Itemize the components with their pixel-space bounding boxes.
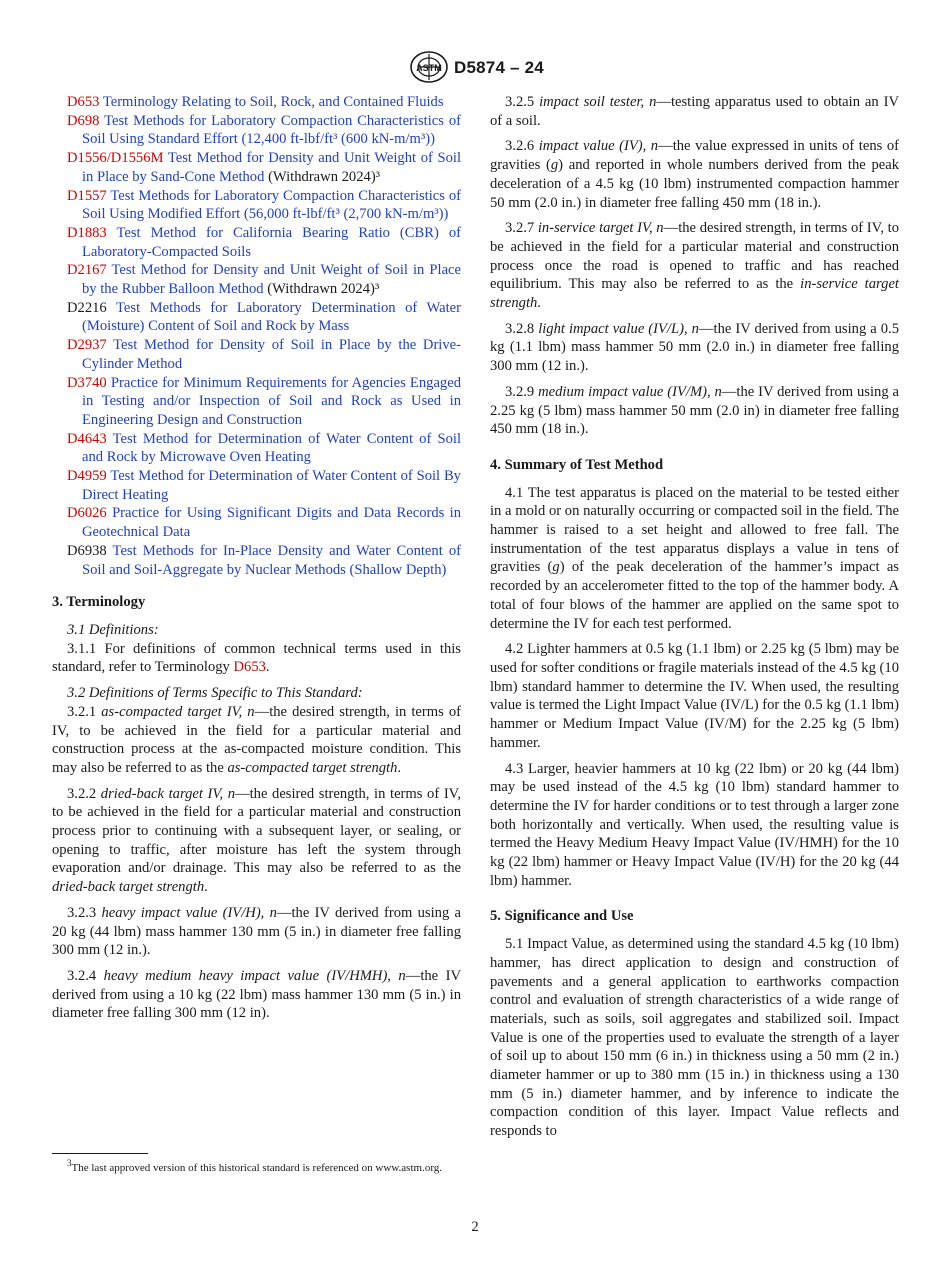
- section-heading-summary: 4. Summary of Test Method: [490, 456, 664, 473]
- reference-title-link[interactable]: Test Methods for Laboratory Determination of Water (Moisture) Content of Soil and Rock by Mass: [82, 299, 461, 335]
- para-4-2: 4.2 Lighter hammers at 0.5 kg (1.1 lbm) or 2.25 kg (5 lbm) may be used for softer conditions or fragile materials instead of the 4.5 kg (10 lbm) standard hammer to determine the IV. When used, the resulting value is termed the Light Impact Value (IV/L) for the 0.5 kg (1.1 lbm) hammer or Medium Impact Value (IV/M) for the 2.25 kg (5 lbm) hammer.: [490, 641, 899, 751]
- reference-item: [52, 93, 461, 112]
- reference-title-link[interactable]: Test Method for Determination of Water Content of Soil By Direct Heating: [82, 468, 461, 503]
- reference-withdrawn-note: (Withdrawn 2024)³: [268, 168, 381, 185]
- reference-item: [52, 374, 461, 430]
- link-d653[interactable]: D653: [233, 659, 266, 676]
- def-3-2-5: 3.2.5 impact soil tester, n—testing apparatus used to obtain an IV of a soil.: [490, 94, 899, 129]
- reference-item: [52, 261, 461, 298]
- astm-logo: [409, 50, 449, 84]
- reference-code-link[interactable]: D1556/D1556M: [67, 150, 164, 167]
- reference-title-link[interactable]: Practice for Minimum Requirements for Agencies Engaged in Testing and/or Inspection of Soil and Rock as Used in Engineering Design and Construction: [82, 374, 461, 428]
- def-3-2-1: 3.2.1 as-compacted target IV, n—the desired strength, in terms of IV, to be achieved in the field for a particular material and construction process at the as-compacted moisture condition. This may also be referred to as the as-compacted target strength.: [52, 703, 462, 776]
- reference-item: [52, 336, 461, 373]
- reference-code-link[interactable]: D3740: [67, 374, 107, 391]
- reference-code-link[interactable]: D1883: [67, 224, 107, 241]
- reference-item: [52, 187, 461, 224]
- reference-title-link[interactable]: Test Method for Determination of Water Content of Soil and Rock by Microwave Oven Heating: [82, 430, 461, 466]
- def-3-2-7: 3.2.7 in-service target IV, n—the desired strength, in terms of IV, to be achieved in the field for a particular material and construction process once the road is opened to traffic and has reached equilibrium. This may also be referred to as the in-service target strength.: [490, 220, 899, 312]
- reference-item: [52, 224, 461, 261]
- reference-item: [52, 299, 461, 336]
- reference-code-link[interactable]: D653: [67, 94, 100, 110]
- reference-title-link[interactable]: Test Method for Density and Unit Weight of Soil in Place by Sand-Cone Method: [82, 150, 462, 185]
- reference-code-link[interactable]: D1557: [67, 187, 107, 204]
- para-3-1: 3.1 Definitions:: [67, 621, 159, 638]
- page-number: 2: [471, 1219, 479, 1235]
- reference-withdrawn-note: (Withdrawn 2024)³: [267, 281, 380, 298]
- def-3-2-3: 3.2.3 heavy impact value (IV/H), n—the IV derived from using a 20 kg (44 lbm) mass hammer 130 mm (5 in.) in diameter free falling 300 mm (12 in.).: [52, 904, 461, 959]
- def-3-2-8: 3.2.8 light impact value (IV/L), n—the IV derived from using a 0.5 kg (1.1 lbm) mass hammer 50 mm (2.0 in.) in diameter free falling 300 mm (12 in.).: [490, 320, 899, 375]
- footnote-rule: [52, 1153, 148, 1154]
- reference-code-link[interactable]: D698: [67, 112, 100, 129]
- reference-title-link[interactable]: Test Methods for In-Place Density and Water Content of Soil and Soil-Aggregate by Nuclear Methods (Shallow Depth): [82, 542, 461, 578]
- section-heading-terminology: 3. Terminology: [52, 594, 146, 611]
- reference-title-link[interactable]: Test Methods for Laboratory Compaction Characteristics of Soil Using Standard Effort (12,400 ft-lbf/ft³ (600 kN-m/m³)): [82, 112, 461, 148]
- reference-code-link[interactable]: D6026: [67, 505, 107, 522]
- reference-code-link[interactable]: D2216: [67, 299, 107, 316]
- reference-title-link[interactable]: Test Method for Density of Soil in Place by the Drive-Cylinder Method: [82, 337, 461, 372]
- reference-title-link[interactable]: Test Method for California Bearing Ratio (CBR) of Laboratory-Compacted Soils: [82, 224, 461, 260]
- para-5-1: 5.1 Impact Value, as determined using the standard 4.5 kg (10 lbm) hammer, has direct application to design and construction of pavements and a general application to earthworks compaction control and evaluation of strength characteristics of a wide range of materials, such as soils, soil aggregates and stabilized soil. Impact Value is one of the properties used to evaluate the strength of a layer of soil up to about 150 mm (6 in.) in thickness using a 50 mm (2 in.) diameter hammer or up to 380 mm (15 in.) in thickness using a 130 mm (5 in.) diameter hammer, and by inference to indicate the compaction condition of this layer. Impact Value reflects and responds to: [490, 936, 899, 1140]
- reference-code-link[interactable]: D4643: [67, 430, 107, 447]
- reference-item: [52, 430, 461, 467]
- reference-item: [52, 504, 461, 541]
- standard-number: D5874 – 24: [454, 58, 544, 77]
- def-3-2-6: 3.2.6 impact value (IV), n—the value expressed in units of tens of gravities (g) and reported in whole numbers derived from the peak deceleration of a 4.5 kg (10 lbm) instrumented compaction hammer 50 mm (2.0 in.) in diameter free falling 450 mm (18 in.).: [490, 138, 899, 211]
- para-4-1: 4.1 The test apparatus is placed on the material to be tested either in a mold or on naturally occurring or compacted soil in the field. The hammer is raised to a set height and allowed to free fall. The instrumentation of the test apparatus displays a value in tens of gravities (g) of the peak deceleration of the hammer’s impact as recorded by an accelerometer fitted to the top of the hammer body. A total of four blows of the hammer are applied on the same spot to determine the IV for each test performed.: [490, 484, 899, 632]
- def-3-2-4: 3.2.4 heavy medium heavy impact value (IV/HMH), n—the IV derived from using a 10 kg (22 lbm) mass hammer 130 mm (5 in.) in diameter free falling 300 mm (12 in).: [52, 967, 461, 1022]
- svg-text:ASTM: ASTM: [416, 63, 442, 73]
- reference-code-link[interactable]: D2937: [67, 337, 107, 354]
- def-3-2-9: 3.2.9 medium impact value (IV/M), n—the IV derived from using a 2.25 kg (5 lbm) mass hammer 50 mm (2.0 in) in diameter free falling 450 mm (18 in.).: [490, 383, 899, 438]
- section-heading-significance: 5. Significance and Use: [490, 908, 634, 925]
- reference-title-link[interactable]: Test Method for Density and Unit Weight of Soil in Place by the Rubber Balloon Method: [82, 262, 461, 298]
- reference-item: [52, 542, 461, 579]
- reference-title-link[interactable]: Terminology Relating to Soil, Rock, and Contained Fluids: [102, 94, 444, 110]
- reference-code-link[interactable]: D2167: [67, 262, 107, 279]
- para-3-2: 3.2 Definitions of Terms Specific to This Standard:: [67, 685, 363, 702]
- reference-title-link[interactable]: Practice for Using Significant Digits and Data Records in Geotechnical Data: [82, 505, 462, 541]
- reference-item: [52, 467, 461, 504]
- reference-list: [52, 93, 461, 579]
- footnote: $^3$The last approved version of this historical standard is referenced on www.astm.org.: [67, 1158, 443, 1174]
- def-3-2-2: 3.2.2 dried-back target IV, n—the desired strength, in terms of IV, to be achieved in the field for a particular material and construction process prior to continuing with a subsequent layer, or sealing, or opening to traffic, after moisture has left the system through evaporation and/or drainage. This may also be referred to as the dried-back target strength.: [52, 785, 461, 896]
- left-column: [52, 93, 461, 1023]
- reference-code-link[interactable]: D6938: [67, 542, 107, 559]
- para-4-3: 4.3 Larger, heavier hammers at 10 kg (22 lbm) or 20 kg (44 lbm) may be used instead of the 4.5 kg (10 lbm) standard hammer to determine the IV for harder conditions or to test through a larger zone both horizontally and vertically. When used, the resulting value is termed the Heavy Medium Heavy Impact Value (IV/HMH) for the 10 kg (22 lbm) hammer or Heavy Impact Value (IV/H) for the 20 kg (44 lbm) hammer.: [490, 760, 899, 889]
- reference-code-link[interactable]: D4959: [67, 468, 107, 485]
- para-3-1-1: 3.1.1 For definitions of common technical terms used in this standard, refer to Terminology D653.: [52, 640, 461, 676]
- right-column: [490, 93, 899, 1141]
- reference-title-link[interactable]: Test Methods for Laboratory Compaction Characteristics of Soil Using Modified Effort (56,000 ft-lbf/ft³ (2,700 kN-m/m³)): [82, 187, 461, 223]
- reference-item: [52, 112, 461, 149]
- reference-item: [52, 149, 461, 186]
